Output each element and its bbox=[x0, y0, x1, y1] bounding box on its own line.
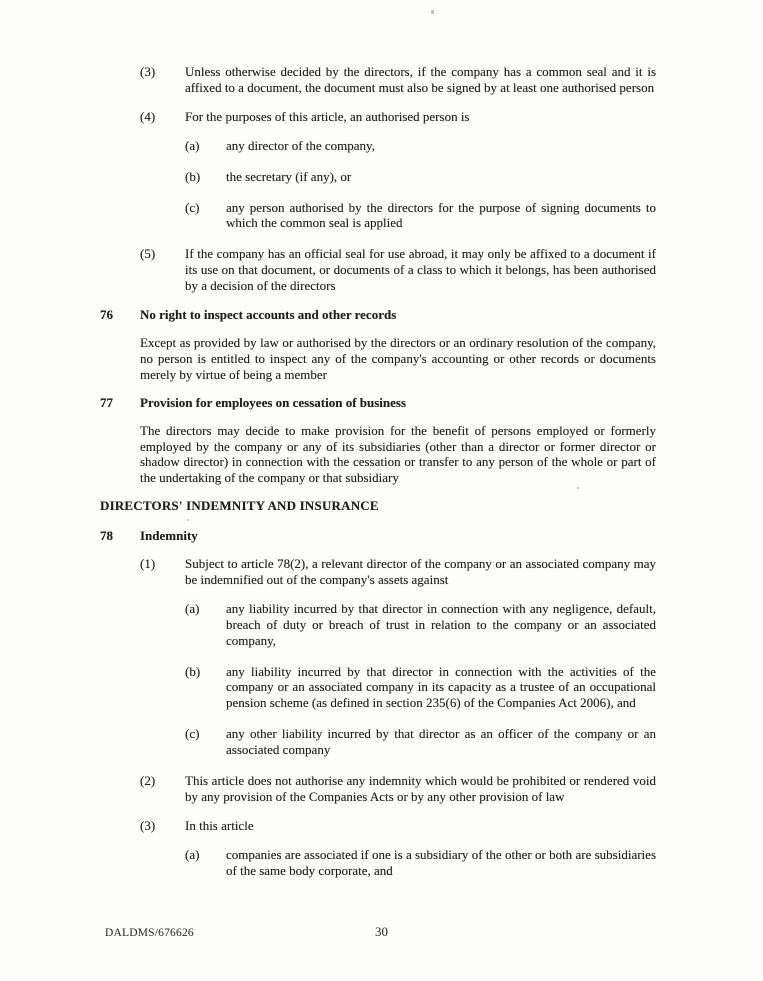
clause-marker: (3) bbox=[140, 817, 156, 833]
section-number: 77 bbox=[100, 394, 113, 410]
clause-marker: (2) bbox=[140, 773, 156, 789]
clause-marker: (4) bbox=[140, 108, 156, 124]
clause-3-in-this-article bbox=[140, 818, 656, 834]
subclause-text: companies are associated if one is a subsidiary of the other or both are subsidiaries of the same body corporate, and bbox=[226, 846, 656, 878]
doc-reference: DALDMS/676626 bbox=[105, 927, 194, 939]
subclause-text: the secretary (if any), or bbox=[226, 168, 352, 184]
page-number: 30 bbox=[375, 924, 388, 939]
section-77-heading-row bbox=[100, 395, 656, 411]
clause-4-authorised-person bbox=[140, 109, 656, 125]
section-heading: No right to inspect accounts and other records bbox=[140, 307, 397, 323]
subclause-marker: (c) bbox=[185, 199, 200, 215]
part-heading-indemnity-insurance: DIRECTORS' INDEMNITY AND INSURANCE bbox=[100, 498, 379, 514]
section-77-body: The directors may decide to make provision for the benefit of persons employed or formerly employed by the company or any of its subsidiaries (other than a director or former director or shadow director) in connection with the cessation or transfer to any person of the whole or part of the undertaking of the company or that subsidiary bbox=[140, 422, 656, 486]
section-heading: Indemnity bbox=[140, 528, 198, 544]
section-76-body: Except as provided by law or authorised by the directors or an ordinary resolution of the company, no person is entitled to inspect any of the company's accounting or other records or documents merely by virtue of being a member bbox=[140, 334, 656, 382]
section-number: 76 bbox=[100, 307, 113, 323]
document-content bbox=[100, 64, 656, 894]
clause-text: In this article bbox=[185, 817, 254, 833]
section-78-heading-row bbox=[100, 528, 656, 544]
clause-2-prohibited-indemnity bbox=[140, 773, 656, 805]
subclause-a-director bbox=[185, 138, 656, 154]
subclause-b-pension-trustee bbox=[185, 664, 656, 712]
clause-marker: (3) bbox=[140, 64, 156, 79]
subclause-a-associated-companies bbox=[185, 847, 656, 879]
section-heading: Provision for employees on cessation of business bbox=[140, 394, 407, 410]
subclause-marker: (a) bbox=[185, 600, 200, 616]
scan-speck bbox=[431, 10, 434, 14]
subclause-marker: (a) bbox=[185, 846, 200, 862]
subclause-marker: (c) bbox=[185, 726, 200, 742]
clause-text: This article does not authorise any indemnity which would be prohibited or rendered void by any provision of the Companies Acts or by any other provision of law bbox=[185, 773, 656, 804]
subclause-text: any other liability incurred by that director as an officer of the company or an associated company bbox=[226, 726, 656, 758]
subclause-marker: (b) bbox=[185, 663, 201, 679]
section-number: 78 bbox=[100, 528, 113, 544]
subclause-c-officer-liability bbox=[185, 726, 656, 758]
subclause-text: any person authorised by the directors for the purpose of signing documents to which the common seal is applied bbox=[226, 199, 656, 231]
clause-3-seal bbox=[140, 64, 656, 96]
clause-5-official-seal bbox=[140, 246, 656, 294]
subclause-marker: (a) bbox=[185, 137, 200, 153]
clause-1-indemnified bbox=[140, 556, 656, 588]
section-76-heading-row bbox=[100, 307, 656, 323]
subclause-c-authorised-signer bbox=[185, 200, 656, 232]
subclause-text: any liability incurred by that director in connection with any negligence, default, breach of duty or breach of trust in relation to the company or an associated company, bbox=[226, 600, 656, 648]
subclause-a-negligence bbox=[185, 601, 656, 649]
clause-text: For the purposes of this article, an authorised person is bbox=[185, 108, 470, 124]
clause-text: Unless otherwise decided by the directors, if the company has a common seal and it is affixed to a document, the document must also be signed by at least one authorised person bbox=[185, 64, 656, 95]
clause-text: If the company has an official seal for use abroad, it may only be affixed to a document if its use on that document, or documents of a class to which it belongs, has been authorised by a decision of the directors bbox=[185, 246, 656, 294]
clause-marker: (5) bbox=[140, 246, 156, 262]
subclause-text: any liability incurred by that director in connection with the activities of the company or an associated company in its capacity as a trustee of an occupational pension scheme (as defined in section 235(6) of the Companies Act 2006), and bbox=[226, 663, 656, 711]
subclause-text: any director of the company, bbox=[226, 137, 375, 153]
clause-marker: (1) bbox=[140, 556, 156, 572]
clause-text: Subject to article 78(2), a relevant director of the company or an associated company may be indemnified out of the company's assets against bbox=[185, 556, 656, 587]
subclause-marker: (b) bbox=[185, 168, 201, 184]
subclause-b-secretary bbox=[185, 169, 656, 185]
